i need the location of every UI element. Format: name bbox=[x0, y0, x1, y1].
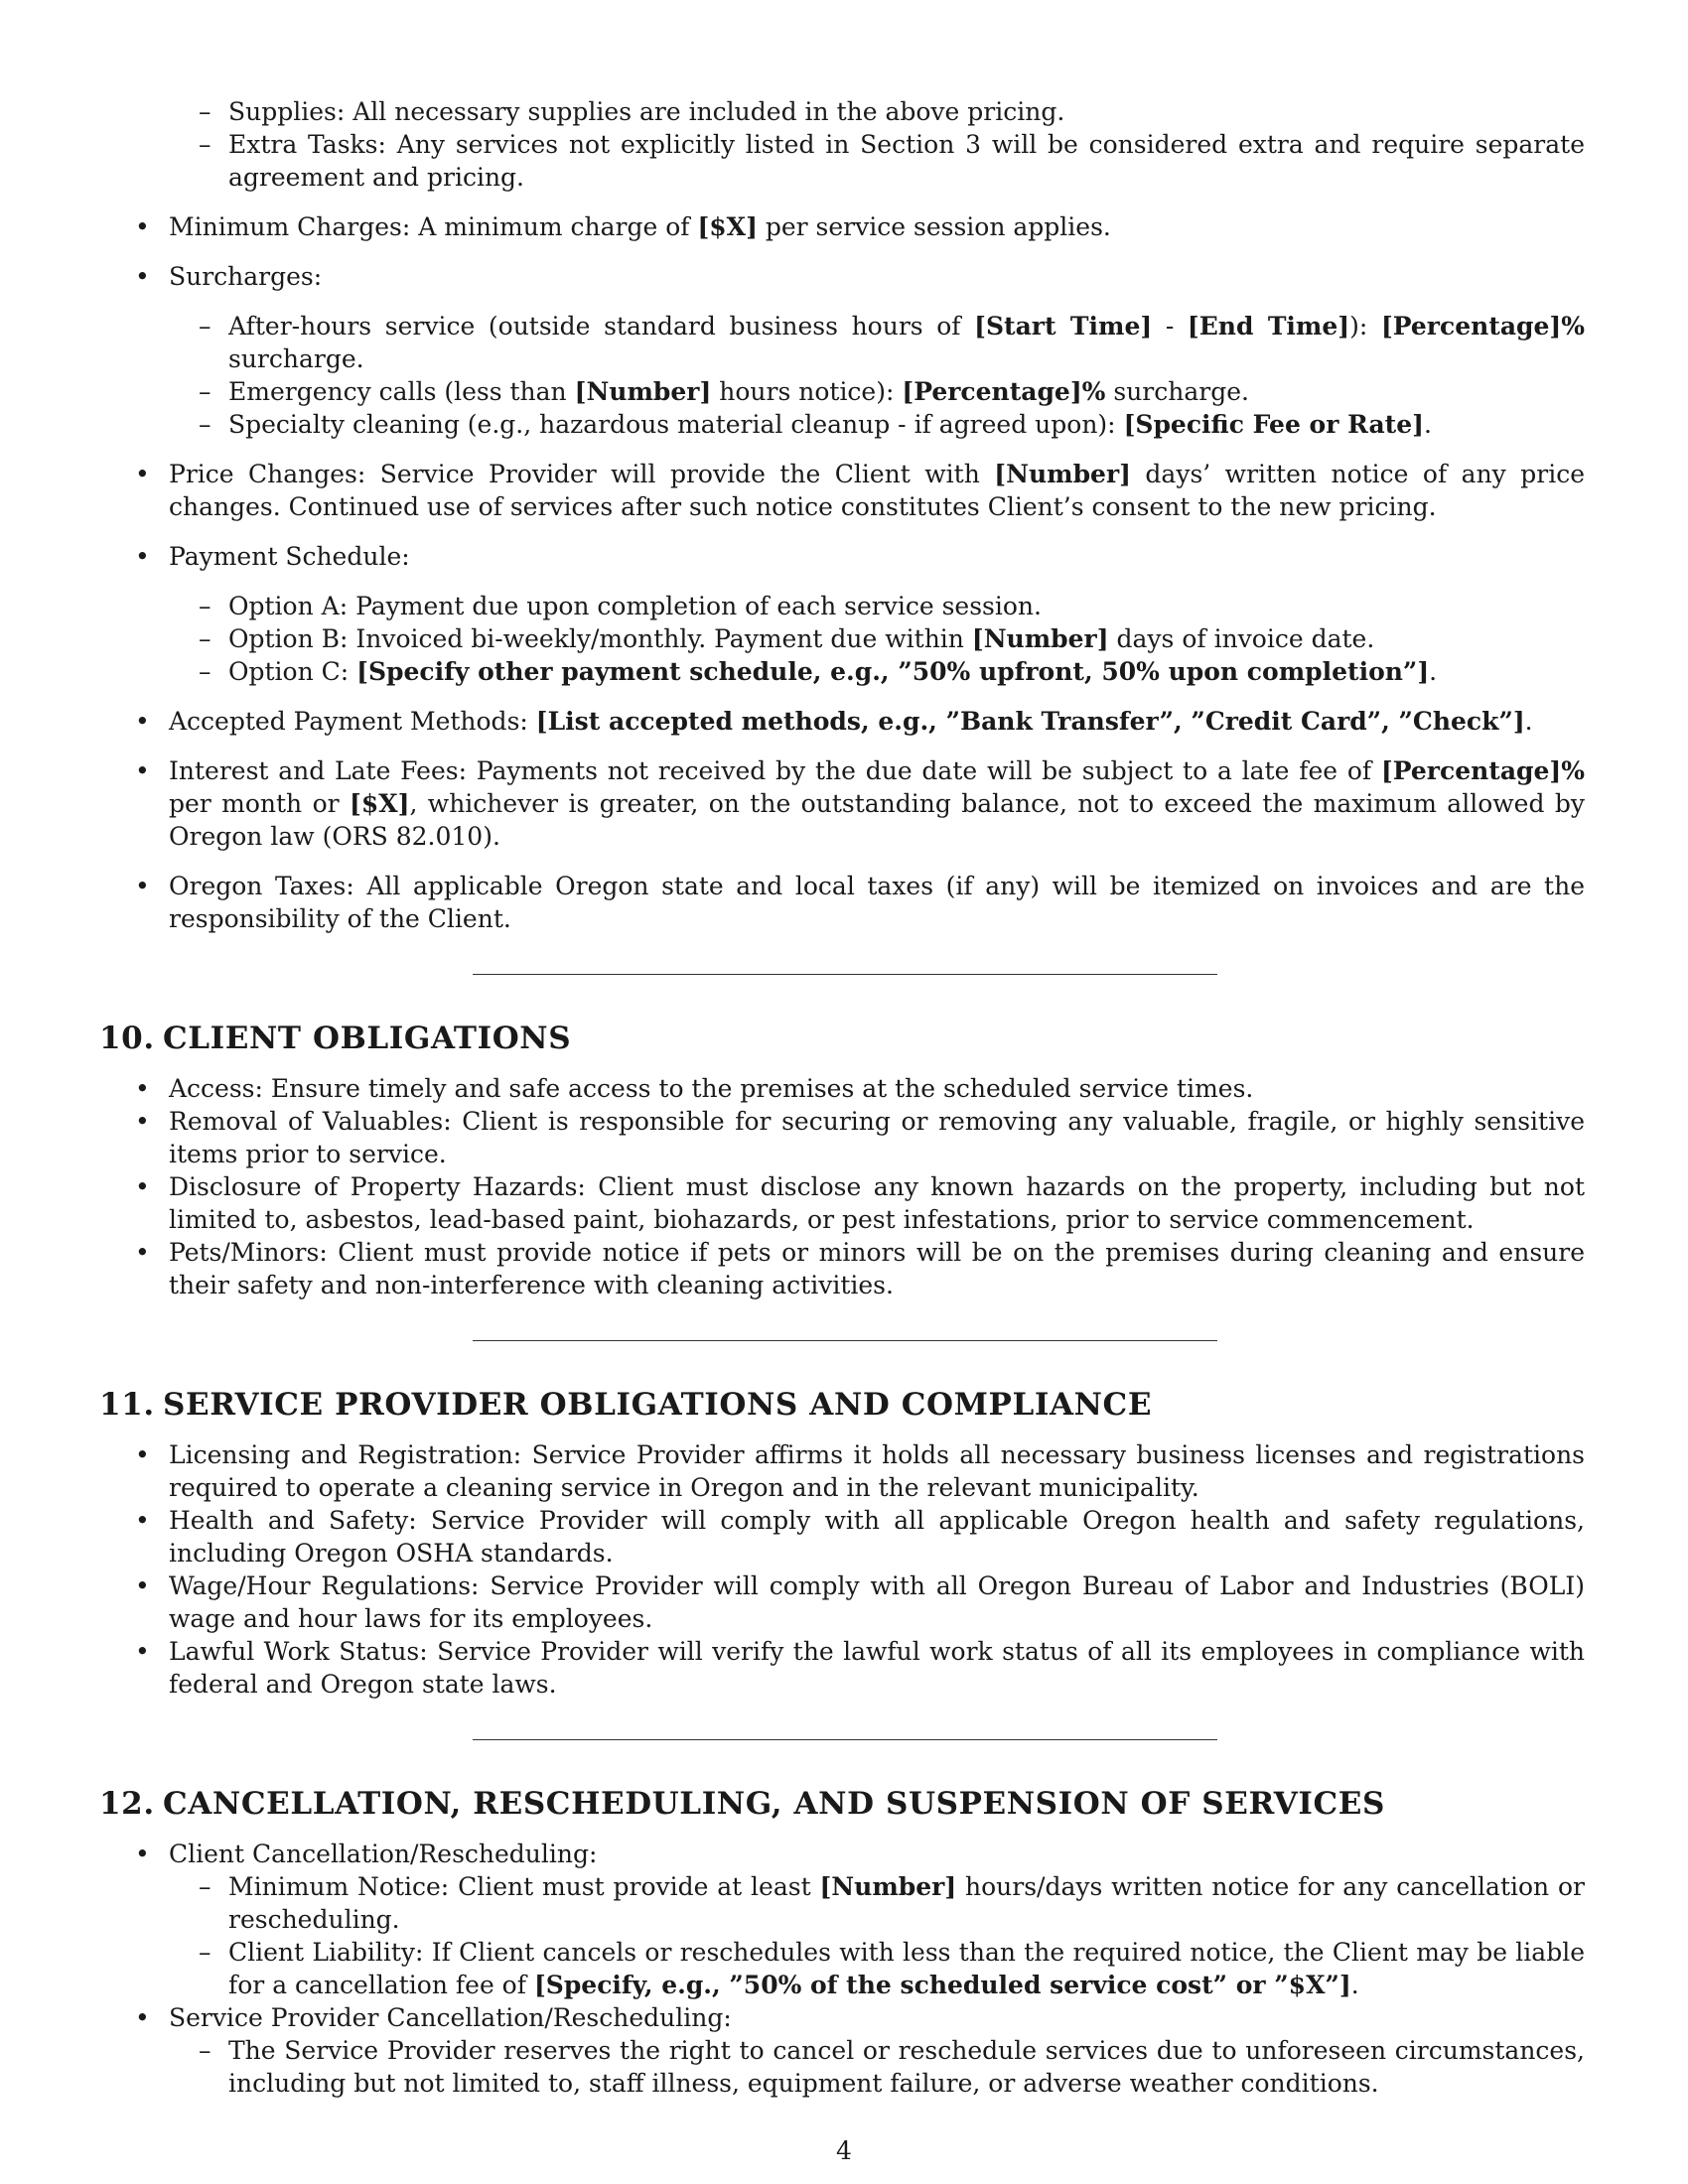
price-changes-text: Price Changes: Service Provider will provide the Client with bbox=[169, 460, 995, 488]
surcharges-list bbox=[99, 310, 1585, 441]
placeholder: [Percentage]% bbox=[1380, 312, 1585, 341]
placeholder: [Number] bbox=[819, 1872, 957, 1901]
list-item bbox=[99, 408, 1585, 441]
list-item bbox=[99, 1504, 1585, 1570]
list-item bbox=[99, 590, 1585, 622]
after-hours-text: After-hours service (outside standard business hours of bbox=[228, 312, 975, 341]
section-heading-10 bbox=[99, 1019, 1585, 1058]
emergency-text: hours notice): bbox=[711, 377, 903, 406]
extra-tasks-text: Extra Tasks: Any services not explicitly listed in Section 3 will be considered extra and require separate agreement and pricing. bbox=[228, 130, 1585, 192]
obligation-text: Pets/Minors: Client must provide notice if pets or minors will be on the premises during cleaning and ensure their safety and non-interference with cleaning activities. bbox=[169, 1238, 1585, 1299]
list-item bbox=[99, 375, 1585, 408]
section-divider bbox=[473, 1739, 1217, 1740]
specialty-text: . bbox=[1423, 410, 1432, 439]
minimum-notice-text: hours/days written notice for any cancellation or rescheduling. bbox=[228, 1872, 1585, 1934]
obligation-text: Access: Ensure timely and safe access to the premises at the scheduled service times. bbox=[169, 1074, 1254, 1103]
cancellation-list bbox=[99, 1838, 1585, 2100]
list-item bbox=[99, 1105, 1585, 1170]
late-fees-text: , whichever is greater, on the outstanding balance, not to exceed the maximum allowed by Oregon law (ORS 82.010). bbox=[169, 789, 1585, 851]
emergency-text: surcharge. bbox=[1105, 377, 1249, 406]
section-divider bbox=[473, 974, 1217, 975]
list-item bbox=[99, 705, 1585, 738]
list-item bbox=[99, 2001, 1585, 2100]
list-item bbox=[99, 622, 1585, 655]
section-heading-12 bbox=[99, 1784, 1585, 1824]
list-item bbox=[99, 655, 1585, 688]
list-item bbox=[99, 210, 1585, 243]
list-item bbox=[99, 458, 1585, 523]
page-number: 4 bbox=[836, 2136, 852, 2165]
late-fees-text: per month or bbox=[169, 789, 350, 818]
obligation-text: Health and Safety: Service Provider will comply with all applicable Oregon health and safety regulations, including Oregon OSHA standards. bbox=[169, 1506, 1585, 1568]
option-b-text: days of invoice date. bbox=[1108, 624, 1375, 653]
after-hours-text: surcharge. bbox=[228, 344, 364, 373]
payment-methods-text: Accepted Payment Methods: bbox=[169, 707, 536, 736]
section-title: CLIENT OBLIGATIONS bbox=[163, 1021, 572, 1056]
client-cancellation-label: Client Cancellation/Rescheduling: bbox=[169, 1840, 598, 1868]
list-item bbox=[99, 1170, 1585, 1236]
placeholder: [$X] bbox=[697, 212, 758, 241]
payment-methods-text: . bbox=[1524, 707, 1533, 736]
option-c-text: Option C: bbox=[228, 657, 357, 686]
placeholder: [End Time] bbox=[1187, 312, 1350, 341]
client-obligations-list bbox=[99, 1072, 1585, 1301]
provider-reserve-text: The Service Provider reserves the right to cancel or reschedule services due to unforeseen circumstances, including but not limited to, staff illness, equipment failure, or adverse weather conditions. bbox=[228, 2036, 1585, 2098]
option-b-text: Option B: Invoiced bi-weekly/monthly. Payment due within bbox=[228, 624, 972, 653]
emergency-text: Emergency calls (less than bbox=[228, 377, 575, 406]
list-item bbox=[99, 260, 1585, 441]
section-heading-11 bbox=[99, 1385, 1585, 1425]
minimum-charges-text: Minimum Charges: A minimum charge of bbox=[169, 212, 698, 241]
placeholder: [Start Time] bbox=[974, 312, 1153, 341]
section-number: 12. bbox=[99, 1786, 155, 1822]
minimum-notice-text: Minimum Notice: Client must provide at least bbox=[228, 1872, 820, 1901]
obligation-text: Wage/Hour Regulations: Service Provider will comply with all Oregon Bureau of Labor and Industries (BOLI) wage and hour laws for its employees. bbox=[169, 1571, 1585, 1633]
price-changes-text: days’ written notice of any price changes. Continued use of services after such notice constitutes Client’s consent to the new pricing. bbox=[169, 460, 1585, 521]
after-hours-text: - bbox=[1152, 312, 1188, 341]
list-item bbox=[99, 310, 1585, 375]
list-item bbox=[99, 870, 1585, 935]
minimum-charges-text: per service session applies. bbox=[757, 212, 1111, 241]
client-cancellation-list bbox=[99, 1870, 1585, 2001]
option-a-text: Option A: Payment due upon completion of each service session. bbox=[228, 592, 1042, 620]
pricing-continued-list bbox=[99, 95, 1585, 194]
provider-obligations-list bbox=[99, 1438, 1585, 1701]
placeholder: [List accepted methods, e.g., ”Bank Transfer”, ”Credit Card”, ”Check”] bbox=[535, 707, 1525, 736]
list-item bbox=[99, 754, 1585, 853]
document-page bbox=[99, 95, 1585, 2100]
list-item bbox=[99, 540, 1585, 688]
client-liability-text: Client Liability: If Client cancels or reschedules with less than the required notice, the Client may be liable for a cancellation fee of bbox=[228, 1938, 1585, 1999]
section-title: SERVICE PROVIDER OBLIGATIONS AND COMPLIANCE bbox=[163, 1387, 1153, 1423]
after-hours-text: ): bbox=[1349, 312, 1381, 341]
section-number: 10. bbox=[99, 1021, 155, 1056]
obligation-text: Licensing and Registration: Service Provider affirms it holds all necessary business licenses and registrations required to operate a cleaning service in Oregon and in the relevant municipality. bbox=[169, 1440, 1585, 1502]
list-item bbox=[99, 1236, 1585, 1301]
provider-cancellation-list bbox=[99, 2034, 1585, 2100]
placeholder: [Number] bbox=[574, 377, 712, 406]
list-item bbox=[99, 2034, 1585, 2100]
section-title: CANCELLATION, RESCHEDULING, AND SUSPENSION OF SERVICES bbox=[163, 1786, 1385, 1822]
list-item bbox=[99, 1072, 1585, 1105]
list-item bbox=[99, 1570, 1585, 1635]
section-number: 11. bbox=[99, 1387, 155, 1423]
option-c-text: . bbox=[1429, 657, 1438, 686]
placeholder: [Specific Fee or Rate] bbox=[1123, 410, 1424, 439]
obligation-text: Removal of Valuables: Client is responsible for securing or removing any valuable, fragile, or highly sensitive items prior to service. bbox=[169, 1107, 1585, 1168]
provider-cancellation-label: Service Provider Cancellation/Rescheduling: bbox=[169, 2003, 732, 2032]
list-item bbox=[99, 1635, 1585, 1701]
client-liability-text: . bbox=[1350, 1971, 1359, 1999]
list-item bbox=[99, 1838, 1585, 2001]
obligation-text: Lawful Work Status: Service Provider will verify the lawful work status of all its employees in compliance with federal and Oregon state laws. bbox=[169, 1637, 1585, 1699]
placeholder: [$X] bbox=[349, 789, 410, 818]
list-item bbox=[99, 95, 1585, 128]
payment-schedule-label: Payment Schedule: bbox=[169, 542, 410, 571]
surcharges-label: Surcharges: bbox=[169, 262, 323, 291]
list-item bbox=[99, 1870, 1585, 1936]
placeholder: [Percentage]% bbox=[902, 377, 1106, 406]
list-item bbox=[99, 128, 1585, 194]
placeholder: [Specify, e.g., ”50% of the scheduled service cost” or ”$X”] bbox=[533, 1971, 1351, 1999]
placeholder: [Percentage]% bbox=[1380, 756, 1585, 785]
placeholder: [Number] bbox=[971, 624, 1109, 653]
placeholder: [Number] bbox=[994, 460, 1131, 488]
taxes-text: Oregon Taxes: All applicable Oregon state and local taxes (if any) will be itemized on invoices and are the responsibility of the Client. bbox=[169, 872, 1585, 933]
list-item bbox=[99, 1438, 1585, 1504]
section-divider bbox=[473, 1340, 1217, 1341]
specialty-text: Specialty cleaning (e.g., hazardous material cleanup - if agreed upon): bbox=[228, 410, 1124, 439]
supplies-text: Supplies: All necessary supplies are included in the above pricing. bbox=[228, 97, 1065, 126]
payment-schedule-list bbox=[99, 590, 1585, 688]
late-fees-text: Interest and Late Fees: Payments not received by the due date will be subject to a late fee of bbox=[169, 756, 1381, 785]
obligation-text: Disclosure of Property Hazards: Client must disclose any known hazards on the property, including but not limited to, asbestos, lead-based paint, biohazards, or pest infestations, prior to service commencement. bbox=[169, 1172, 1585, 1234]
list-item bbox=[99, 1936, 1585, 2001]
placeholder: [Specify other payment schedule, e.g., ”50% upfront, 50% upon completion”] bbox=[356, 657, 1430, 686]
pricing-list bbox=[99, 210, 1585, 935]
